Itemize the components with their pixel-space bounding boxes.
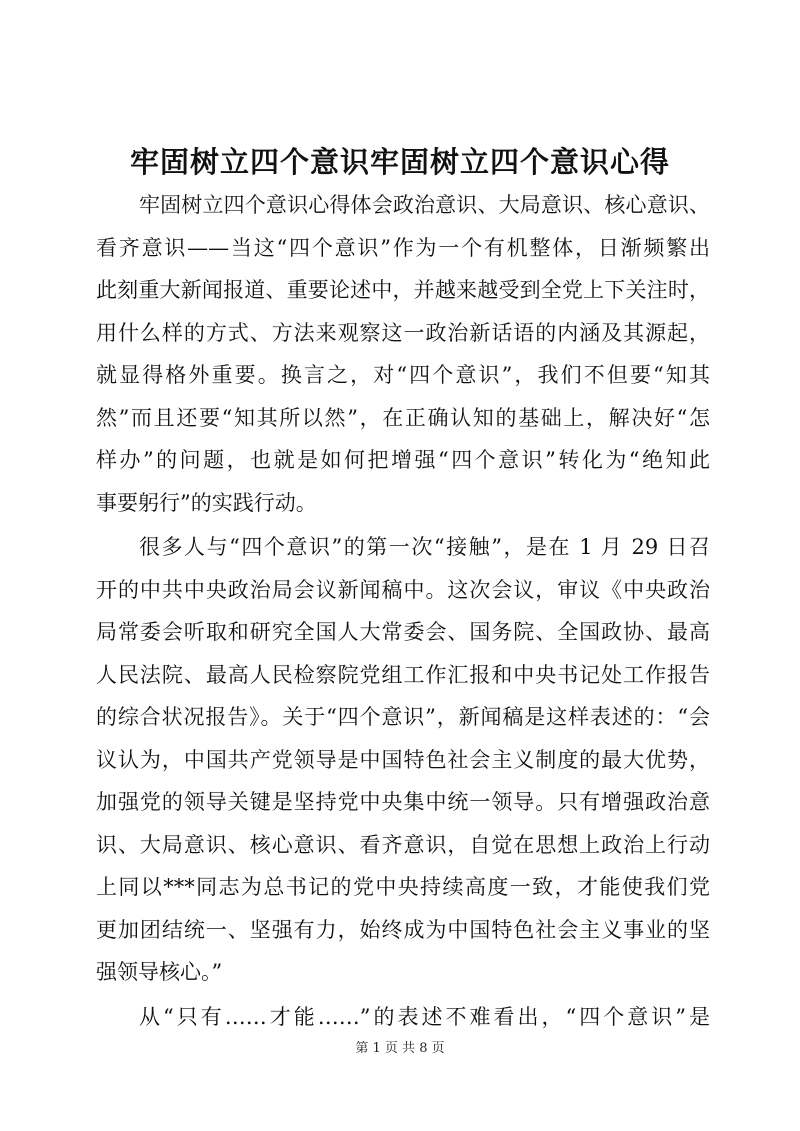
text-line: 更加团结统一、坚强有力，始终成为中国特色社会主义事业的坚: [96, 917, 710, 942]
text-line: 上同以***同志为总书记的党中央持续高度一致，才能使我们党: [96, 875, 710, 899]
text-line: 强领导核心。”: [96, 960, 223, 984]
text-line: 加强党的领导关键是坚持党中央集中统一领导。只有增强政治意: [96, 790, 710, 814]
document-body: [96, 184, 710, 1040]
text-line: 的综合状况报告》。关于“四个意识”，新闻稿是这样表述的：“会: [96, 705, 710, 729]
text-line: 开的中共中央政治局会议新闻稿中。这次会议，审议《中央政治: [96, 577, 710, 602]
text-line: 很多人与“四个意识”的第一次“接触”，是在 1 月 29 日召: [139, 535, 710, 559]
text-line: 用什么样的方式、方法来观察这一政治新话语的内涵及其源起，: [96, 320, 710, 345]
text-line: 局常委会听取和研究全国人大常委会、国务院、全国政协、最高: [96, 620, 710, 644]
text-line: 议认为，中国共产党领导是中国特色社会主义制度的最大优势，: [96, 747, 710, 772]
paragraph: [96, 184, 710, 524]
text-line: 事要躬行”的实践行动。: [96, 490, 317, 515]
text-line: 就显得格外重要。换言之，对“四个意识”，我们不但要“知其: [96, 363, 710, 387]
paragraph: [96, 526, 710, 994]
text-line: 从“只有……才能……”的表述不难看出，“四个意识”是: [139, 1004, 710, 1029]
document-title: 牢固树立四个意识牢固树立四个意识心得: [129, 145, 670, 179]
paragraph: [96, 996, 710, 1039]
text-line: 看齐意识——当这“四个意识”作为一个有机整体，日渐频繁出: [96, 235, 710, 260]
text-line: 识、大局意识、核心意识、看齐意识，自觉在思想上政治上行动: [96, 832, 710, 857]
text-line: 然”而且还要“知其所以然”，在正确认知的基础上，解决好“怎: [96, 405, 710, 430]
text-line: 人民法院、最高人民检察院党组工作汇报和中央书记处工作报告: [96, 662, 710, 687]
text-line: 此刻重大新闻报道、重要论述中，并越来越受到全党上下关注时，: [96, 278, 710, 302]
text-line: 牢固树立四个意识心得体会政治意识、大局意识、核心意识、: [139, 193, 710, 217]
page-footer: 第 1 页 共 8 页: [355, 1041, 445, 1056]
text-line: 样办”的问题，也就是如何把增强“四个意识”转化为“绝知此: [96, 448, 710, 472]
